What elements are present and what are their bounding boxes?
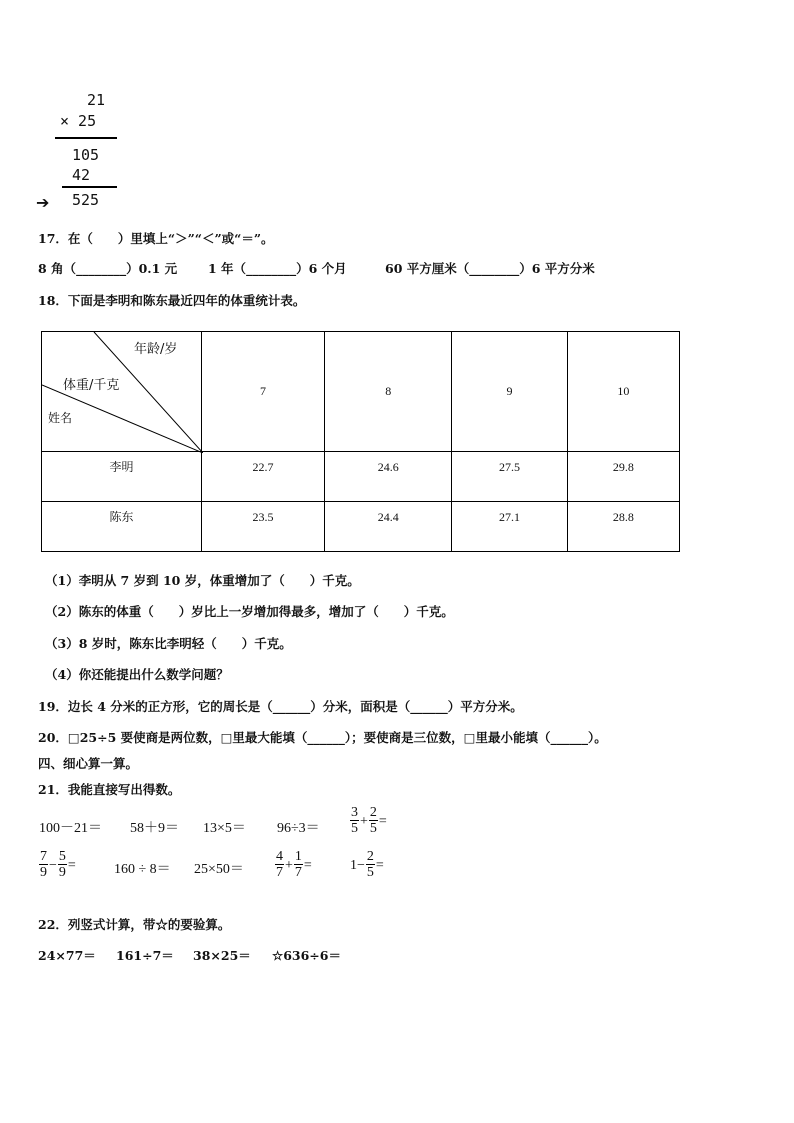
q17-item-2: [208, 259, 347, 277]
q18-sub1: （1）李明从 7 岁到 10 岁，体重增加了（ ）千克。: [45, 573, 360, 588]
q19: 19．边长 4 分米的正方形，它的周长是（______）分米，面积是（______）平方分米。: [38, 699, 523, 714]
calc-item: 13×5＝: [203, 821, 246, 836]
fraction: $\frac{2}{5}$: [366, 849, 374, 880]
multiplier: × 25: [60, 112, 97, 130]
fraction: $\frac{1}{7}$: [294, 849, 302, 880]
q18-title: 18．下面是李明和陈东最近四年的体重统计表。: [38, 293, 306, 308]
calc-item: 25×50＝: [194, 862, 244, 877]
q17-item-3: [385, 259, 595, 277]
q17-item-1-right: ）0.1 元: [126, 261, 178, 276]
divider-line-1: [55, 137, 117, 139]
age-cell: 10: [567, 332, 679, 452]
partial-product-1: 105: [72, 146, 100, 164]
answer-blank[interactable]: ________: [246, 261, 297, 276]
q18-sub4: （4）你还能提出什么数学问题？: [45, 667, 229, 682]
q17-item-3-right: ）6 平方分米: [519, 261, 595, 276]
row-name: 陈东: [42, 502, 202, 552]
q17-item-3-left: 60 平方厘米（: [385, 261, 470, 276]
age-cell: 9: [452, 332, 567, 452]
fraction: $\frac{7}{9}$: [40, 849, 47, 880]
weight-cell: 23.5: [201, 502, 324, 552]
q22-title: 22．列竖式计算，带☆的要验算。: [38, 917, 231, 932]
header-age: 年龄/岁: [134, 342, 178, 357]
table-corner-header: [42, 332, 202, 452]
fraction: $\frac{3}{5}$: [351, 805, 358, 836]
age-cell: 7: [201, 332, 324, 452]
multiplicand: 21: [87, 91, 106, 109]
answer-blank[interactable]: ________: [469, 261, 520, 276]
weight-cell: 22.7: [201, 452, 324, 502]
table-header-row: [42, 332, 680, 452]
arrow-icon: ➔: [36, 193, 50, 212]
table-row: [42, 452, 680, 502]
answer-blank[interactable]: ________: [76, 261, 127, 276]
calc-item: 58＋9＝: [130, 821, 179, 836]
vertical-calc-item: 24×77＝: [38, 948, 96, 963]
vertical-calc-item: ☆636÷6＝: [272, 948, 341, 963]
table-row: [42, 502, 680, 552]
header-weight: 体重/千克: [63, 378, 120, 393]
q17-item-2-left: 1 年（: [208, 261, 247, 276]
section-4-heading: 四、细心算一算。: [38, 756, 139, 771]
fraction-expression: 1− $\frac{2}{5}$ =: [350, 849, 384, 880]
weight-cell: 27.1: [452, 502, 567, 552]
partial-product-2: 42: [72, 166, 91, 184]
age-cell: 8: [325, 332, 452, 452]
fraction-expression: $\frac{7}{9}$ − $\frac{5}{9}$ =: [40, 849, 76, 880]
q21-title: 21．我能直接写出得数。: [38, 782, 181, 797]
weight-cell: 29.8: [567, 452, 679, 502]
fraction: $\frac{5}{9}$: [58, 849, 66, 880]
vertical-calc-item: 161÷7＝: [116, 948, 174, 963]
fraction: $\frac{4}{7}$: [276, 849, 283, 880]
calc-item: 100－21＝: [39, 821, 102, 836]
weight-cell: 24.4: [325, 502, 452, 552]
q17-title: 17．在（ ）里填上“＞”“＜”或“＝”。: [38, 231, 274, 246]
q17-item-1-left: 8 角（: [38, 261, 77, 276]
q17-item-1: [38, 259, 177, 277]
calc-item: 160 ÷ 8＝: [114, 862, 171, 877]
divider-line-2: [62, 186, 117, 188]
weight-cell: 28.8: [567, 502, 679, 552]
fraction-expression: $\frac{3}{5}$ + $\frac{2}{5}$ =: [351, 805, 387, 836]
row-name: 李明: [42, 452, 202, 502]
q18-sub3: （3）8 岁时，陈东比李明轻（ ）千克。: [45, 636, 292, 651]
q18-sub2: （2）陈东的体重（ ）岁比上一岁增加得最多，增加了（ ）千克。: [45, 604, 454, 619]
fraction: $\frac{2}{5}$: [369, 805, 377, 836]
weight-cell: 24.6: [325, 452, 452, 502]
product-result: 525: [72, 191, 100, 209]
vertical-calc-item: 38×25＝: [193, 948, 251, 963]
weight-table: [41, 331, 680, 552]
q17-item-2-right: ）6 个月: [296, 261, 347, 276]
calc-item: 96÷3＝: [277, 821, 320, 836]
fraction-expression: $\frac{4}{7}$ + $\frac{1}{7}$ =: [276, 849, 312, 880]
weight-cell: 27.5: [452, 452, 567, 502]
q20: 20．□25÷5 要使商是两位数，□里最大能填（______）；要使商是三位数，□里最小能填（______）。: [38, 730, 607, 745]
header-name: 姓名: [48, 411, 73, 425]
